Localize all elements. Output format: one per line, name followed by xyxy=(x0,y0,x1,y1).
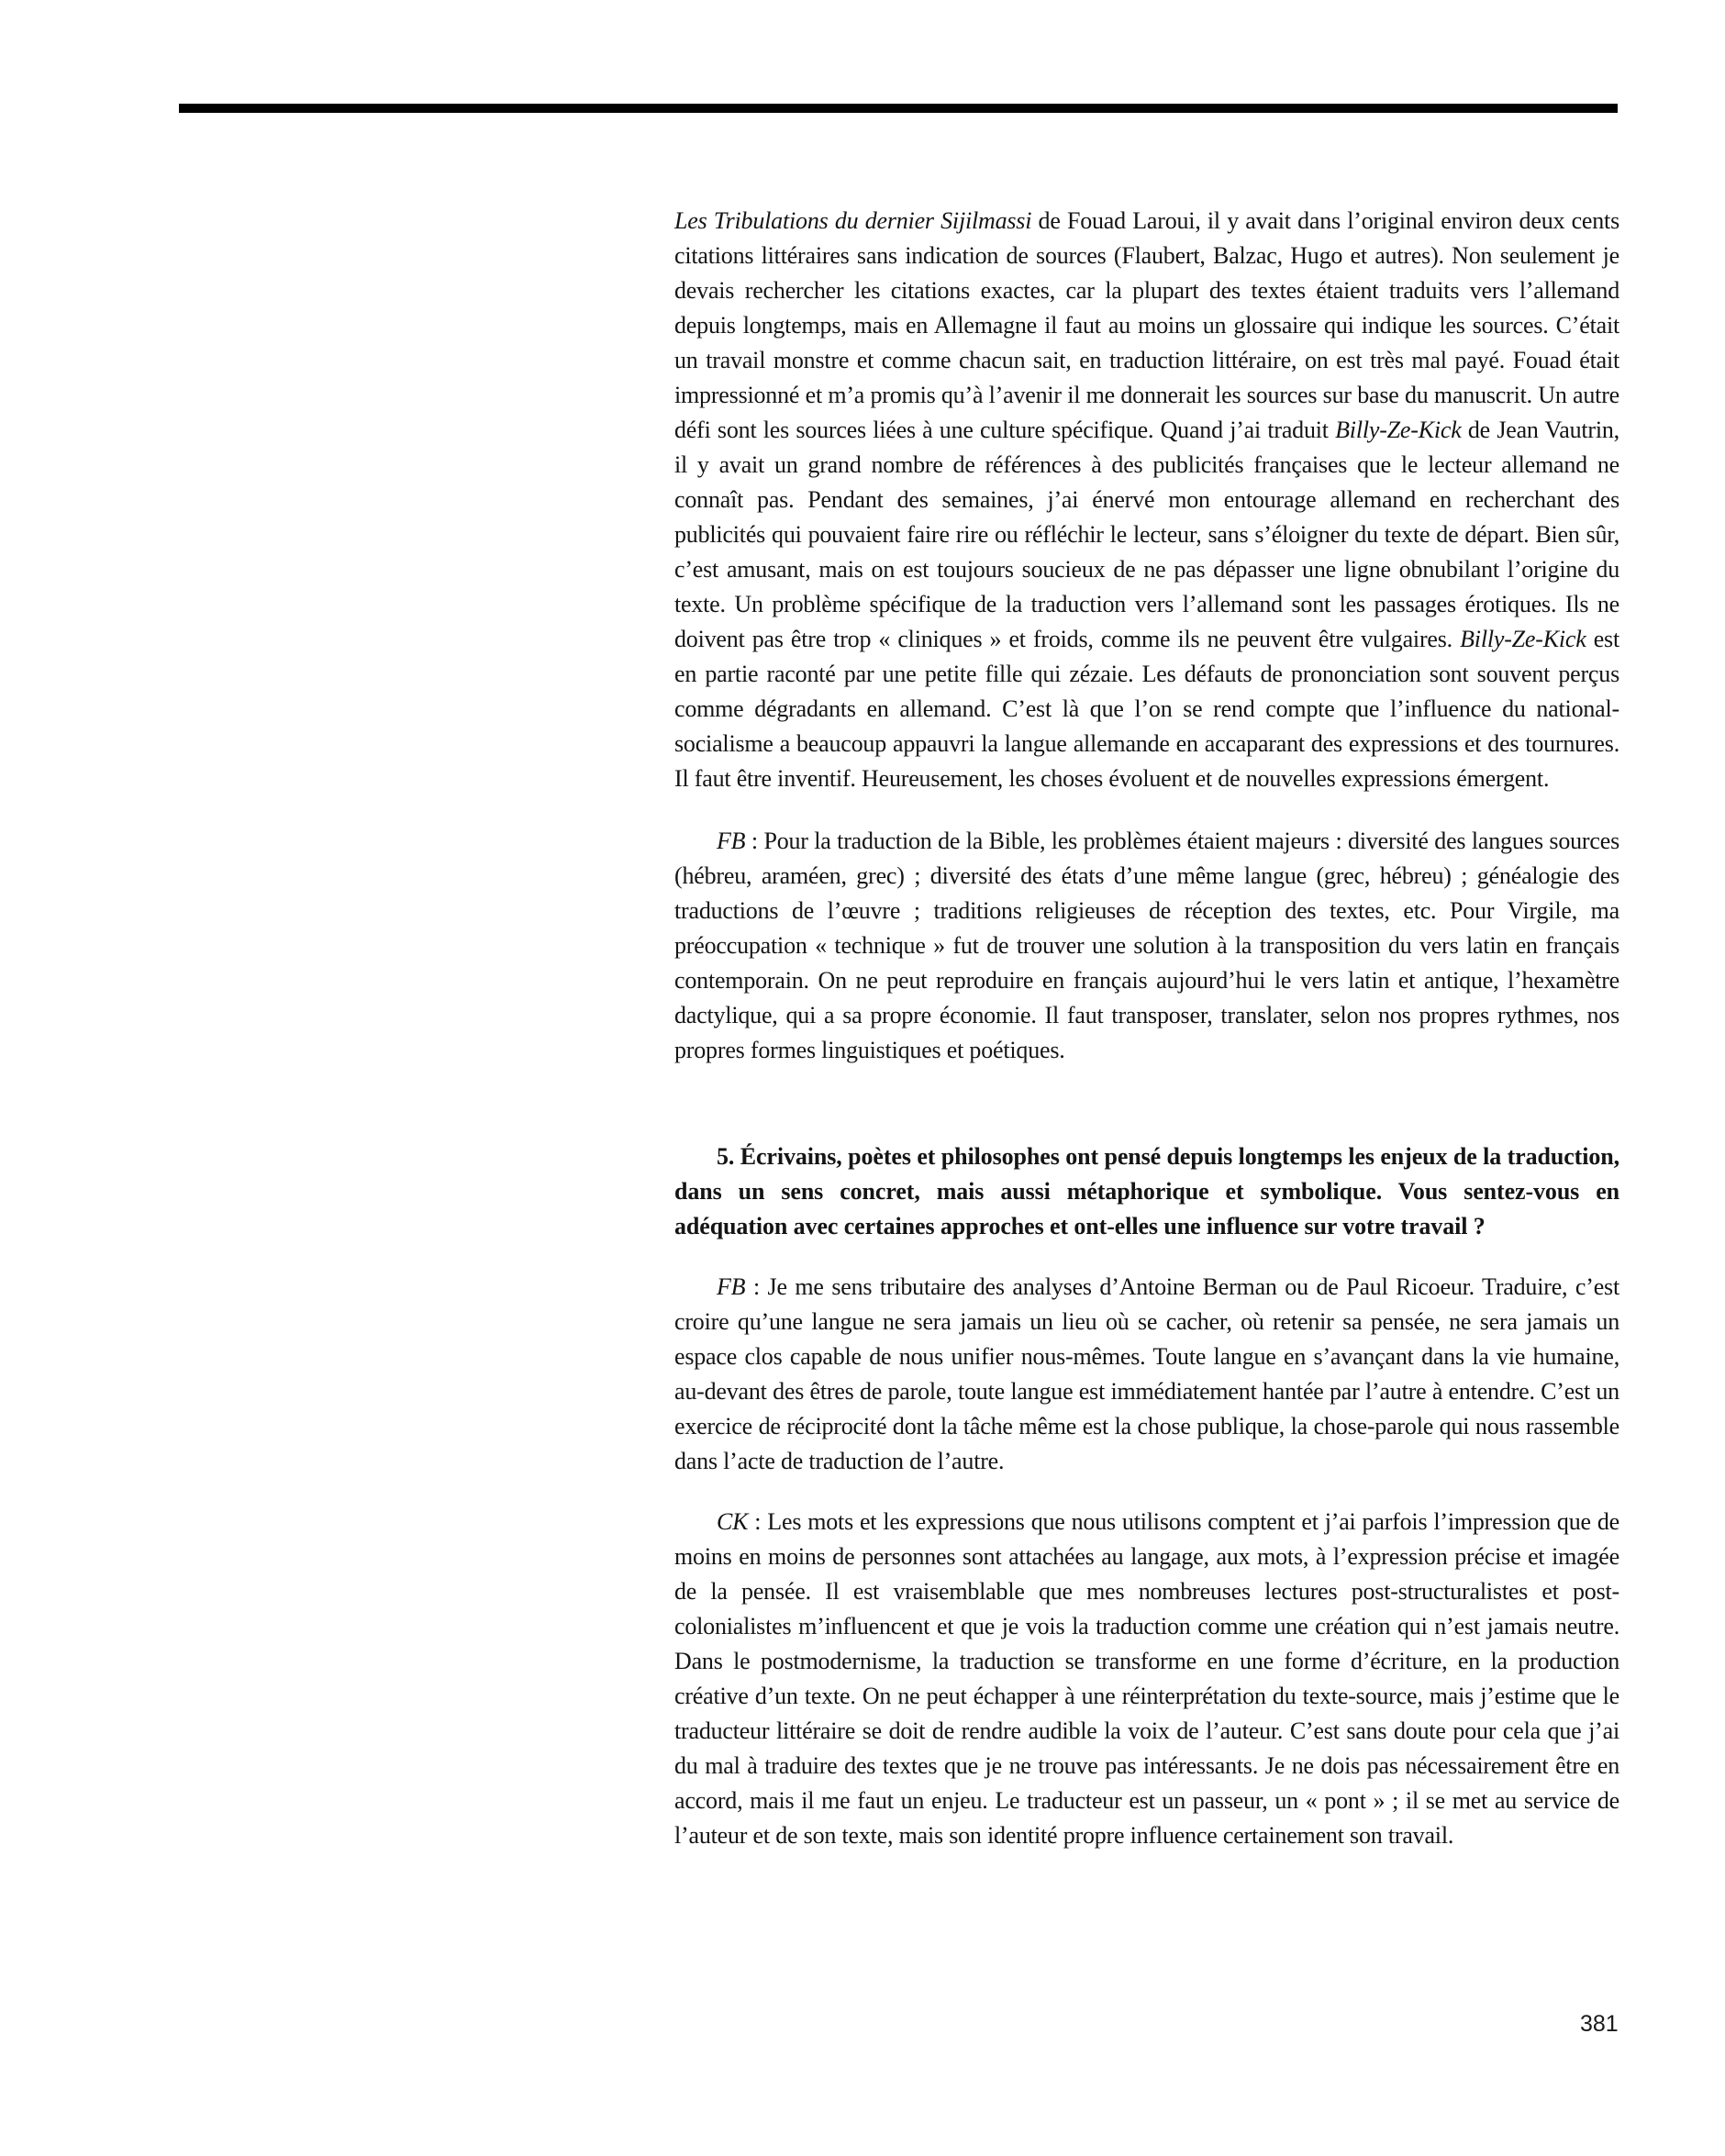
para-continuation-text-segment: de Fouad Laroui, il y avait dans l’original environ deux cents citations littéraires sans indication de sources (Flaubert, Balzac, Hugo et autres). Non seulement je devais rechercher les citations exactes, car la plupart des textes étaient traduits vers l’allemand depuis longtemps, mais en Allemagne il faut au moins un glossaire qui indique les sources. C’était un travail monstre et comme chacun sait, en traduction littéraire, on est très mal payé. Fouad était impressionné et m’a promis qu’à l’avenir il me donnerait les sources sur base du manuscrit. Un autre défi sont les sources liées à une culture spécifique. Quand j’ai traduit xyxy=(674,207,1619,443)
para-ck-mots-text-segment: : Les mots et les expressions que nous utilisons comptent et j’ai parfois l’impression que de moins en moins de personnes sont attachées au langage, aux mots, à l’expression précise et imagée de la pensée. Il est vraisemblable que mes nombreuses lectures post-structuralistes et post-colonialistes m’influencent et que je vois la traduction comme une création qui n’est jamais neutre. Dans le postmodernisme, la traduction se transforme en une forme d’écriture, en la production créative d’un texte. On ne peut échapper à une réinterprétation du texte-source, mais j’estime que le traducteur littéraire se doit de rendre audible la voix de l’auteur. C’est sans doute pour cela que j’ai du mal à traduire des textes que je ne trouve pas intéressants. Je ne dois pas nécessairement être en accord, mais il me faut un enjeu. Le traducteur est un passeur, un « pont » ; il se met au service de l’auteur et de son texte, mais son identité propre influence certainement son travail. xyxy=(674,1508,1619,1849)
para-fb-bible-text-segment: : Pour la traduction de la Bible, les problèmes étaient majeurs : diversité des langues sources (hébreu, araméen, grec) ; diversité des états d’une même langue (grec, hébreu) ; généalogie des traductions de l’œuvre ; traditions religieuses de réception des textes, etc. Pour Virgile, ma préoccupation « technique » fut de trouver une solution à la transposition du vers latin en français contemporain. On ne peut reproduire en français aujourd’hui le vers latin et antique, l’hexamètre dactylique, qui a sa propre économie. Il faut transposer, translater, selon nos propres rythmes, nos propres formes linguistiques et poétiques. xyxy=(674,828,1619,1063)
para-continuation-italic-segment: Billy-Ze-Kick xyxy=(1460,626,1586,652)
para-continuation-italic-segment: Billy-Ze-Kick xyxy=(1335,417,1462,443)
question-5-heading xyxy=(674,1139,1619,1244)
para-fb-berman-italic-segment: FB xyxy=(717,1273,746,1300)
para-fb-bible-italic-segment: FB xyxy=(717,828,746,854)
para-continuation-text-segment: de Jean Vautrin, il y avait un grand nombre de références à des publicités françaises que le lecteur allemand ne connaît pas. Pendant des semaines, j’ai énervé mon entourage allemand en recherchant des publicités qui pouvaient faire rire ou réfléchir le lecteur, sans s’éloigner du texte de départ. Bien sûr, c’est amusant, mais on est toujours soucieux de ne pas dépasser une ligne obnubilant l’origine du texte. Un problème spécifique de la traduction vers l’allemand sont les passages érotiques. Ils ne doivent pas être trop « cliniques » et froids, comme ils ne peuvent être vulgaires. xyxy=(674,417,1619,652)
para-fb-berman xyxy=(674,1270,1619,1479)
header-rule xyxy=(179,104,1618,113)
question-5-heading-text-segment: 5. Écrivains, poètes et philosophes ont pensé depuis longtemps les enjeux de la traduction, dans un sens concret, mais aussi métaphorique et symbolique. Vous sentez-vous en adéquation avec certaines approches et ont-elles une influence sur votre travail ? xyxy=(674,1143,1619,1239)
para-ck-mots xyxy=(674,1505,1619,1853)
para-continuation-italic-segment: Les Tribulations du dernier Sijilmassi xyxy=(674,207,1032,234)
para-fb-bible xyxy=(674,824,1619,1068)
page-number: 381 xyxy=(1580,2011,1619,2037)
para-fb-berman-text-segment: : Je me sens tributaire des analyses d’Antoine Berman ou de Paul Ricoeur. Traduire, c’est croire qu’une langue ne sera jamais un lieu où se cacher, où retenir sa pensée, ne sera jamais un espace clos capable de nous unifier nous-mêmes. Toute langue en s’avançant dans la vie humaine, au-devant des êtres de parole, toute langue est immédiatement hantée par l’autre à entendre. C’est un exercice de réciprocité dont la tâche même est la chose publique, la chose-parole qui nous rassemble dans l’acte de traduction de l’autre. xyxy=(674,1273,1619,1474)
text-block xyxy=(674,204,1619,1853)
para-ck-mots-italic-segment: CK xyxy=(717,1508,749,1535)
para-continuation xyxy=(674,204,1619,796)
para-continuation-text-segment: est en partie raconté par une petite fille qui zézaie. Les défauts de prononciation sont souvent perçus comme dégradants en allemand. C’est là que l’on se rend compte que l’influence du national-socialisme a beaucoup appauvri la langue allemande en accaparant des expressions et des tournures. Il faut être inventif. Heureusement, les choses évoluent et de nouvelles expressions émergent. xyxy=(674,626,1619,792)
